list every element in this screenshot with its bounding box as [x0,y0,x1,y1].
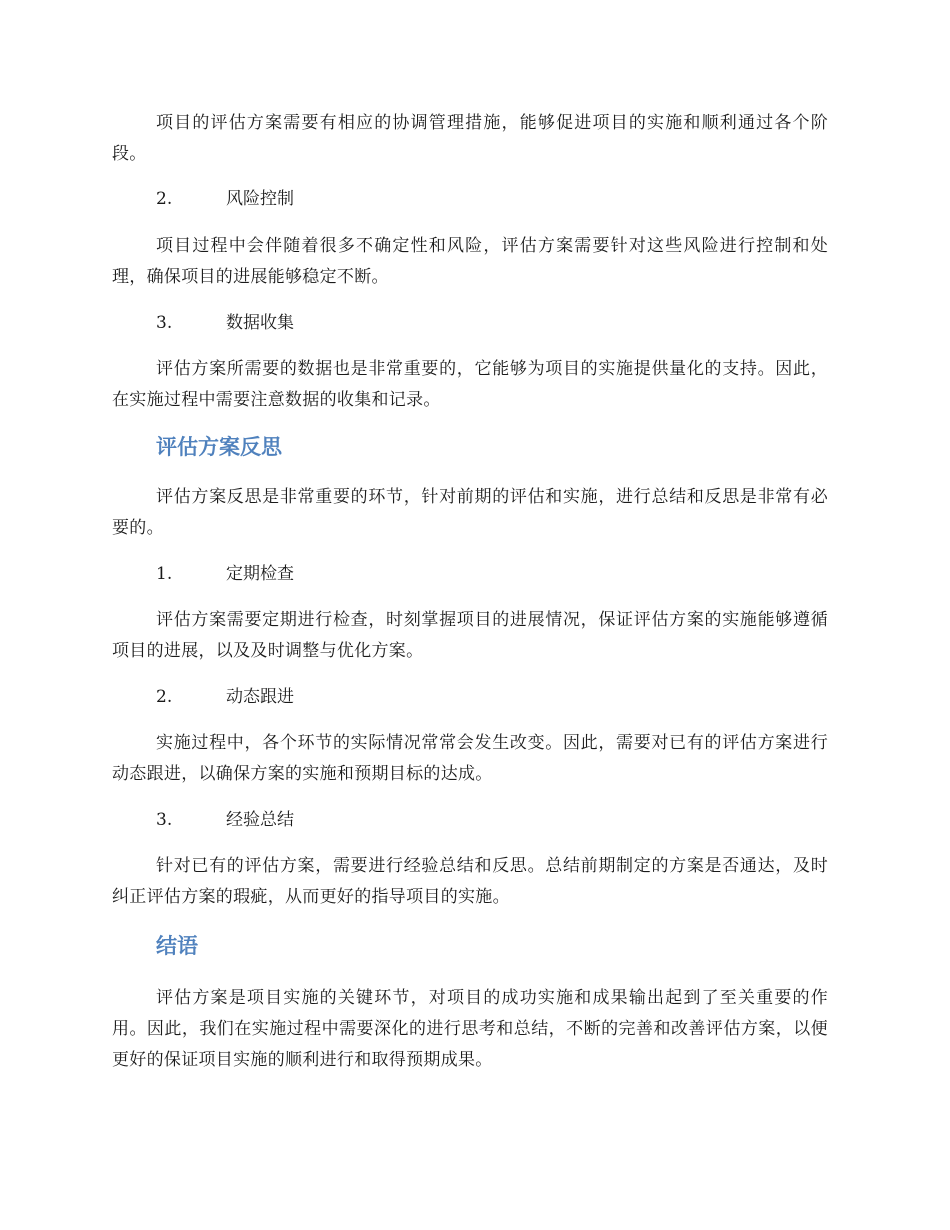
list-title: 风险控制 [226,189,294,209]
paragraph-data-collection: 评估方案所需要的数据也是非常重要的，它能够为项目的实施提供量化的支持。因此，在实施过程中需要注意数据的收集和记录。 [112,359,828,410]
list-number: 3. [156,810,173,830]
list-title: 数据收集 [226,313,294,333]
section-heading-conclusion: 结语 [156,934,198,958]
list-number: 1. [156,564,173,584]
list-number: 3. [156,313,173,333]
list-title: 动态跟进 [226,687,294,707]
paragraph-reflection-intro: 评估方案反思是非常重要的环节，针对前期的评估和实施，进行总结和反思是非常有必要的。 [112,487,828,538]
list-item-dynamic-follow-up [112,682,828,713]
section-heading-reflection: 评估方案反思 [156,435,282,459]
list-number: 2. [156,687,173,707]
paragraph-dynamic-follow-up: 实施过程中，各个环节的实际情况常常会发生改变。因此，需要对已有的评估方案进行动态跟进，以确保方案的实施和预期目标的达成。 [112,733,828,784]
paragraph-experience-summary: 针对已有的评估方案，需要进行经验总结和反思。总结前期制定的方案是否通达，及时纠正评估方案的瑕疵，从而更好的指导项目的实施。 [112,856,828,907]
paragraph-coordination: 项目的评估方案需要有相应的协调管理措施，能够促进项目的实施和顺利通过各个阶段。 [112,113,828,164]
list-item-data-collection [112,308,828,339]
paragraph-risk-control: 项目过程中会伴随着很多不确定性和风险，评估方案需要针对这些风险进行控制和处理，确保项目的进展能够稳定不断。 [112,236,828,287]
paragraph-periodic-check: 评估方案需要定期进行检查，时刻掌握项目的进展情况，保证评估方案的实施能够遵循项目的进展，以及及时调整与优化方案。 [112,610,828,661]
list-item-experience-summary [112,805,828,836]
list-item-risk-control [112,184,828,215]
list-item-periodic-check [112,559,828,590]
list-title: 定期检查 [226,564,294,584]
list-title: 经验总结 [226,810,294,830]
list-number: 2. [156,189,173,209]
paragraph-conclusion: 评估方案是项目实施的关键环节，对项目的成功实施和成果输出起到了至关重要的作用。因此，我们在实施过程中需要深化的进行思考和总结，不断的完善和改善评估方案，以便更好的保证项目实施的顺利进行和取得预期成果。 [112,988,828,1070]
